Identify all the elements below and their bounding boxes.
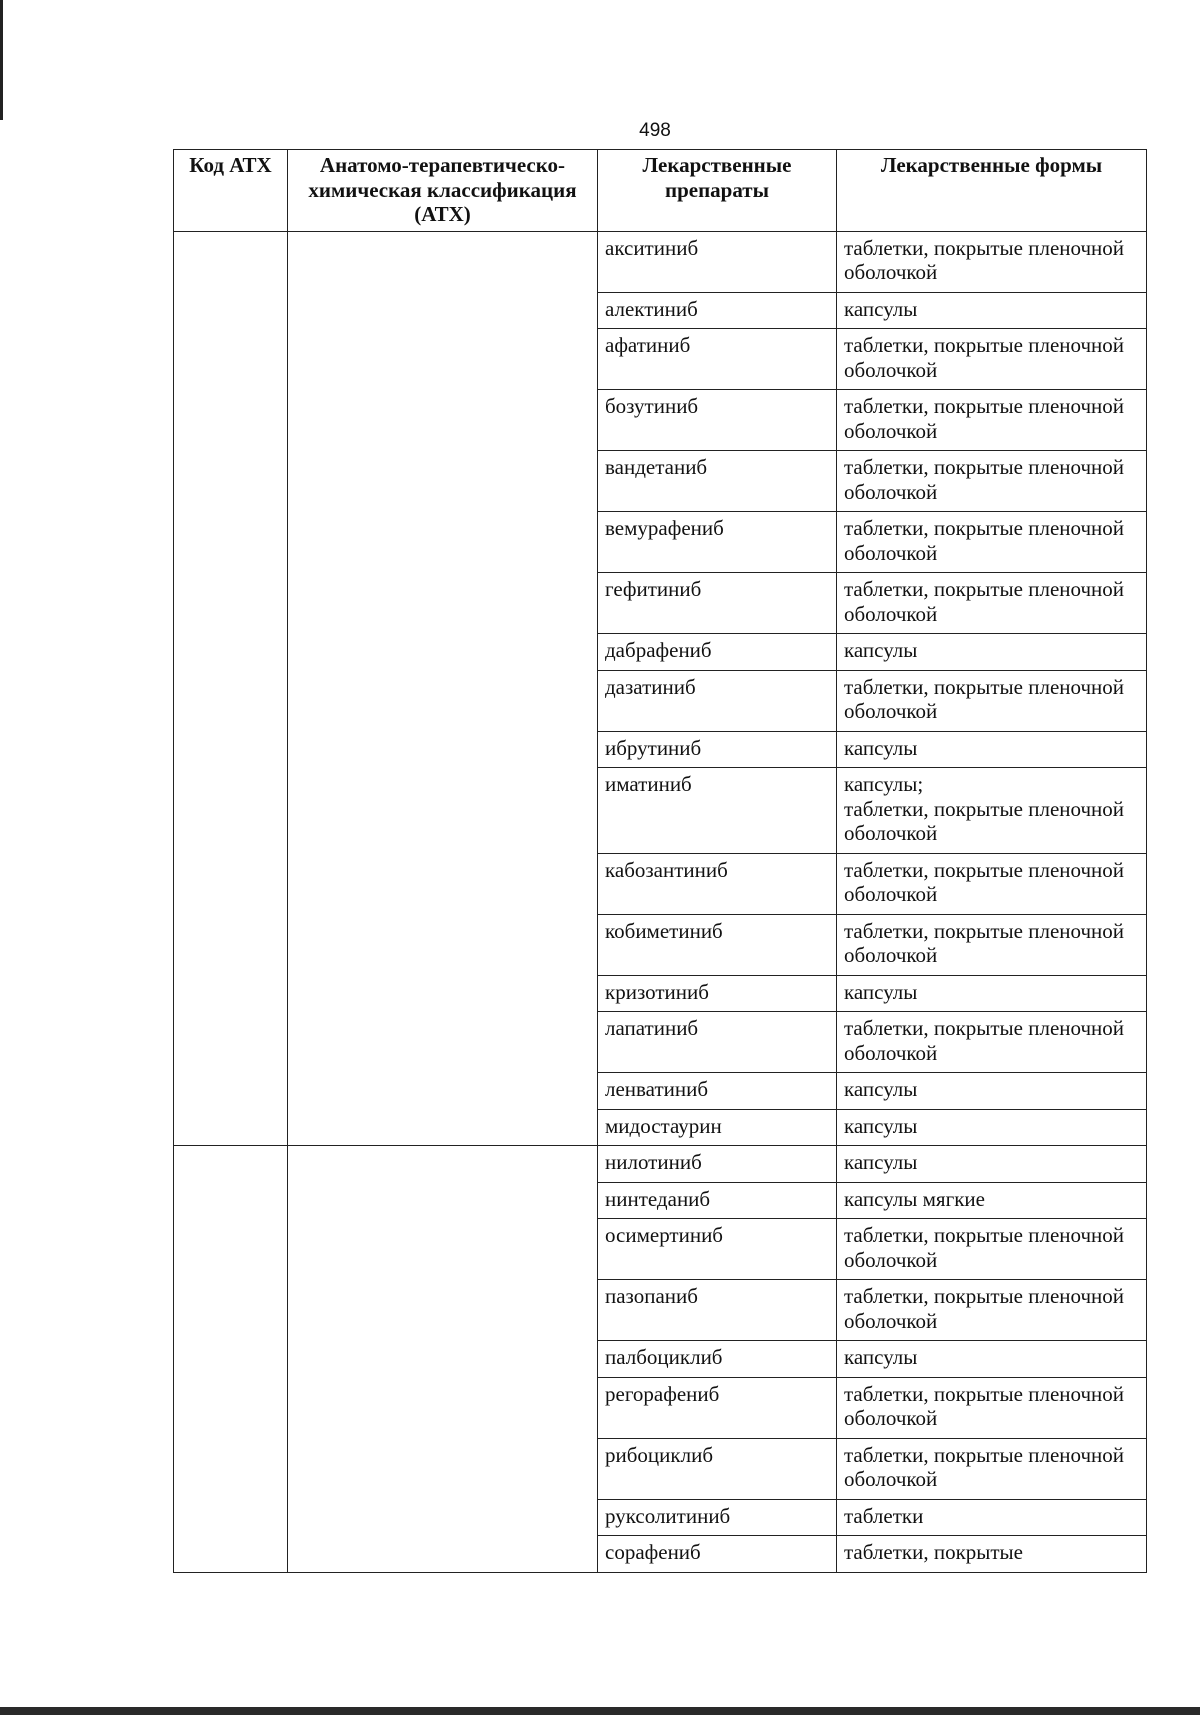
atc-drug-table	[173, 149, 1147, 1573]
drug-name-cell: бозутиниб	[598, 390, 837, 451]
drug-name-cell: сорафениб	[598, 1536, 837, 1573]
drug-name-cell: вандетаниб	[598, 451, 837, 512]
dosage-form-cell: таблетки, покрытые пленочной оболочкой	[837, 1280, 1147, 1341]
drug-name-cell: дазатиниб	[598, 670, 837, 731]
drug-name-cell: мидостаурин	[598, 1109, 837, 1146]
drug-name-cell: вемурафениб	[598, 512, 837, 573]
dosage-form-cell: таблетки, покрытые пленочной оболочкой	[837, 1438, 1147, 1499]
header-atc-classification: Анатомо-терапевтическо-химическая классификация (АТХ)	[288, 150, 598, 232]
atc-classification-cell	[288, 231, 598, 1146]
drug-name-cell: рибоциклиб	[598, 1438, 837, 1499]
drug-name-cell: афатиниб	[598, 329, 837, 390]
atc-classification-cell	[288, 1146, 598, 1573]
atc-code-cell	[174, 231, 288, 1146]
scan-bottom-edge	[0, 1707, 1200, 1715]
dosage-form-cell: таблетки, покрытые пленочной оболочкой	[837, 512, 1147, 573]
table-body	[174, 231, 1147, 1572]
dosage-form-cell: таблетки, покрытые пленочной оболочкой	[837, 670, 1147, 731]
drug-name-cell: пазопаниб	[598, 1280, 837, 1341]
header-atc-code: Код АТХ	[174, 150, 288, 232]
drug-name-cell: кобиметиниб	[598, 914, 837, 975]
dosage-form-cell: таблетки, покрытые пленочной оболочкой	[837, 390, 1147, 451]
drug-name-cell: ибрутиниб	[598, 731, 837, 768]
dosage-form-cell: таблетки, покрытые пленочной оболочкой	[837, 1219, 1147, 1280]
dosage-form-cell: таблетки, покрытые пленочной оболочкой	[837, 853, 1147, 914]
scan-left-edge	[0, 0, 3, 120]
drug-name-cell: палбоциклиб	[598, 1341, 837, 1378]
dosage-form-cell: капсулы мягкие	[837, 1182, 1147, 1219]
drug-name-cell: регорафениб	[598, 1377, 837, 1438]
drug-name-cell: руксолитиниб	[598, 1499, 837, 1536]
dosage-form-cell: таблетки, покрытые	[837, 1536, 1147, 1573]
drug-name-cell: дабрафениб	[598, 634, 837, 671]
drug-name-cell: кризотиниб	[598, 975, 837, 1012]
drug-name-cell: алектиниб	[598, 292, 837, 329]
drug-name-cell: акситиниб	[598, 231, 837, 292]
drug-name-cell: осимертиниб	[598, 1219, 837, 1280]
drug-name-cell: нинтеданиб	[598, 1182, 837, 1219]
table-row	[174, 231, 1147, 292]
dosage-form-cell: таблетки, покрытые пленочной оболочкой	[837, 1012, 1147, 1073]
drug-name-cell: лапатиниб	[598, 1012, 837, 1073]
drug-name-cell: гефитиниб	[598, 573, 837, 634]
page-number: 498	[639, 120, 671, 141]
dosage-form-cell: капсулы	[837, 1109, 1147, 1146]
table-header-row	[174, 150, 1147, 232]
dosage-form-cell: таблетки, покрытые пленочной оболочкой	[837, 231, 1147, 292]
header-dosage-forms: Лекарственные формы	[837, 150, 1147, 232]
dosage-form-cell: таблетки, покрытые пленочной оболочкой	[837, 1377, 1147, 1438]
dosage-form-cell: капсулы	[837, 731, 1147, 768]
dosage-form-cell: капсулы	[837, 634, 1147, 671]
dosage-form-cell: капсулы	[837, 1146, 1147, 1183]
table-row	[174, 1146, 1147, 1183]
dosage-form-cell: таблетки, покрытые пленочной оболочкой	[837, 573, 1147, 634]
dosage-form-cell: таблетки, покрытые пленочной оболочкой	[837, 914, 1147, 975]
dosage-form-cell: капсулы	[837, 292, 1147, 329]
dosage-form-cell: капсулы	[837, 1073, 1147, 1110]
drug-name-cell: ленватиниб	[598, 1073, 837, 1110]
atc-code-cell	[174, 1146, 288, 1573]
dosage-form-cell: капсулы	[837, 1341, 1147, 1378]
dosage-form-cell: капсулы; таблетки, покрытые пленочной оболочкой	[837, 768, 1147, 854]
drug-name-cell: кабозантиниб	[598, 853, 837, 914]
dosage-form-cell: таблетки, покрытые пленочной оболочкой	[837, 451, 1147, 512]
drug-name-cell: нилотиниб	[598, 1146, 837, 1183]
drug-name-cell: иматиниб	[598, 768, 837, 854]
dosage-form-cell: капсулы	[837, 975, 1147, 1012]
header-drugs: Лекарственные препараты	[598, 150, 837, 232]
dosage-form-cell: таблетки, покрытые пленочной оболочкой	[837, 329, 1147, 390]
dosage-form-cell: таблетки	[837, 1499, 1147, 1536]
